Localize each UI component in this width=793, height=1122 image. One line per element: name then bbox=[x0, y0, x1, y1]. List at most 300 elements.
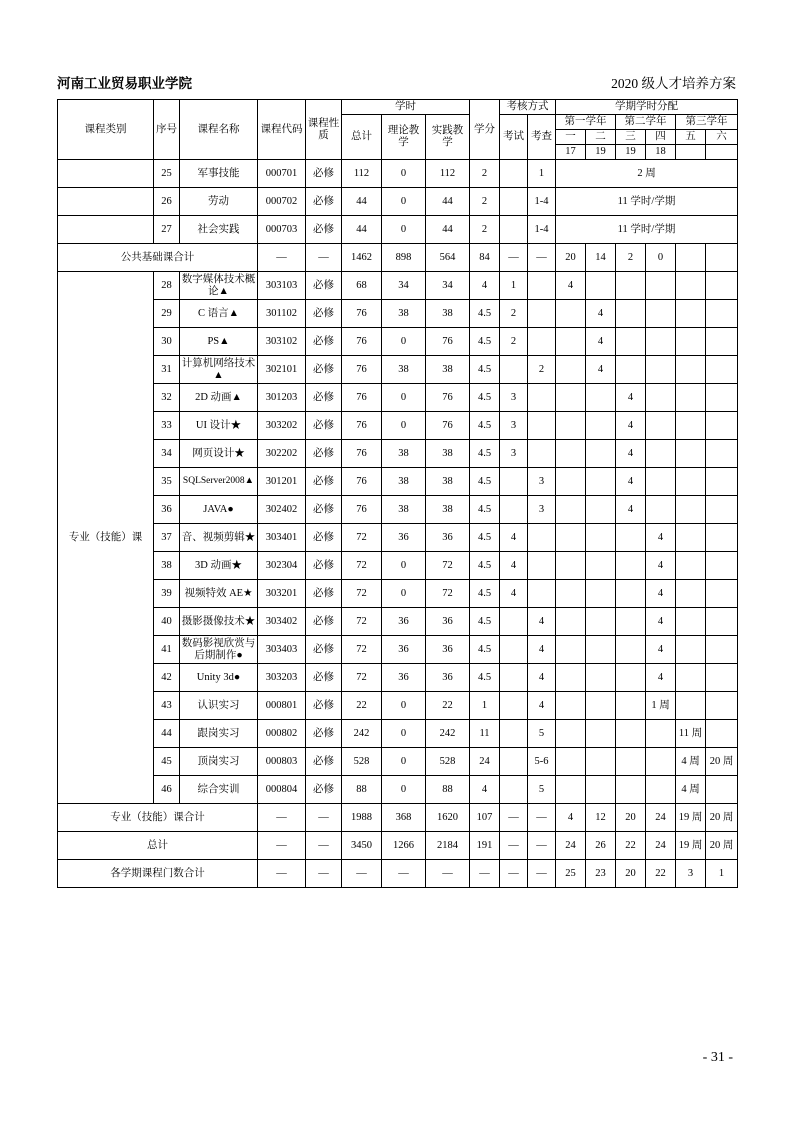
subtotal-t4: 24 bbox=[646, 804, 676, 832]
table-row bbox=[58, 580, 738, 608]
row-name: 视频特效 AE★ bbox=[180, 580, 258, 608]
th-category: 课程类别 bbox=[58, 100, 154, 160]
row-t2 bbox=[586, 272, 616, 300]
course-count-row bbox=[58, 860, 738, 888]
row-code: 303202 bbox=[258, 412, 306, 440]
row-t3 bbox=[616, 636, 646, 664]
row-credit: 4.5 bbox=[470, 636, 500, 664]
row-t5 bbox=[676, 356, 706, 384]
subtotal-nature: — bbox=[306, 244, 342, 272]
row-nature: 必修 bbox=[306, 748, 342, 776]
row-nature: 必修 bbox=[306, 636, 342, 664]
row-name: 音、视频剪辑★ bbox=[180, 524, 258, 552]
row-total: 72 bbox=[342, 664, 382, 692]
row-theory: 0 bbox=[382, 776, 426, 804]
subtotal-label: 公共基础课合计 bbox=[58, 244, 258, 272]
row-practice: 38 bbox=[426, 496, 470, 524]
row-t6 bbox=[706, 524, 738, 552]
row-t1 bbox=[556, 720, 586, 748]
row-credit: 4.5 bbox=[470, 300, 500, 328]
row-t4 bbox=[646, 440, 676, 468]
subtotal-public-row bbox=[58, 244, 738, 272]
th-weeks-2: 19 bbox=[586, 145, 616, 160]
row-credit: 4.5 bbox=[470, 524, 500, 552]
row-no: 44 bbox=[154, 720, 180, 748]
row-t4: 4 bbox=[646, 608, 676, 636]
row-t2 bbox=[586, 692, 616, 720]
row-name: 劳动 bbox=[180, 188, 258, 216]
row-t5 bbox=[676, 524, 706, 552]
row-t1 bbox=[556, 552, 586, 580]
row-total: 22 bbox=[342, 692, 382, 720]
row-t1 bbox=[556, 328, 586, 356]
row-t5 bbox=[676, 692, 706, 720]
row-practice: 72 bbox=[426, 580, 470, 608]
table-row bbox=[58, 664, 738, 692]
row-t3 bbox=[616, 664, 646, 692]
row-t3 bbox=[616, 524, 646, 552]
subtotal-credit: 107 bbox=[470, 804, 500, 832]
row-t3 bbox=[616, 608, 646, 636]
row-no: 38 bbox=[154, 552, 180, 580]
th-term-5: 五 bbox=[676, 130, 706, 145]
row-nature: 必修 bbox=[306, 776, 342, 804]
row-t6: 20 周 bbox=[706, 748, 738, 776]
row-t3 bbox=[616, 552, 646, 580]
row-t5: 4 周 bbox=[676, 748, 706, 776]
th-year1: 第一学年 bbox=[556, 115, 616, 130]
row-t1 bbox=[556, 580, 586, 608]
row-exam bbox=[500, 720, 528, 748]
subtotal-t4: 0 bbox=[646, 244, 676, 272]
row-theory: 38 bbox=[382, 356, 426, 384]
row-no: 34 bbox=[154, 440, 180, 468]
th-practice: 实践教学 bbox=[426, 115, 470, 160]
row-practice: 76 bbox=[426, 328, 470, 356]
row-exam bbox=[500, 608, 528, 636]
row-t3 bbox=[616, 776, 646, 804]
row-check: 1-4 bbox=[528, 188, 556, 216]
row-no: 37 bbox=[154, 524, 180, 552]
row-t4 bbox=[646, 748, 676, 776]
course-count-credit: — bbox=[470, 860, 500, 888]
row-t6 bbox=[706, 496, 738, 524]
table-row bbox=[58, 188, 738, 216]
th-total: 总计 bbox=[342, 115, 382, 160]
row-no: 46 bbox=[154, 776, 180, 804]
row-t3: 4 bbox=[616, 412, 646, 440]
row-credit: 4.5 bbox=[470, 580, 500, 608]
row-exam: 4 bbox=[500, 580, 528, 608]
row-t1 bbox=[556, 356, 586, 384]
row-code: 000801 bbox=[258, 692, 306, 720]
row-name: SQLServer2008▲ bbox=[180, 468, 258, 496]
th-term-1: 一 bbox=[556, 130, 586, 145]
row-practice: 38 bbox=[426, 468, 470, 496]
row-t3 bbox=[616, 356, 646, 384]
row-theory: 38 bbox=[382, 496, 426, 524]
row-total: 72 bbox=[342, 636, 382, 664]
row-nature: 必修 bbox=[306, 580, 342, 608]
header-right-title: 2020 级人才培养方案 bbox=[611, 76, 736, 91]
table-row bbox=[58, 608, 738, 636]
table-row bbox=[58, 468, 738, 496]
subtotal-t6: 20 周 bbox=[706, 804, 738, 832]
row-t1 bbox=[556, 300, 586, 328]
row-no: 32 bbox=[154, 384, 180, 412]
row-exam bbox=[500, 188, 528, 216]
row-exam: 4 bbox=[500, 552, 528, 580]
row-no: 31 bbox=[154, 356, 180, 384]
row-theory: 36 bbox=[382, 608, 426, 636]
row-t1 bbox=[556, 692, 586, 720]
row-t5 bbox=[676, 664, 706, 692]
row-t6 bbox=[706, 776, 738, 804]
row-total: 76 bbox=[342, 468, 382, 496]
row-no: 43 bbox=[154, 692, 180, 720]
row-t4: 4 bbox=[646, 580, 676, 608]
row-credit: 4 bbox=[470, 272, 500, 300]
row-t2 bbox=[586, 664, 616, 692]
row-t2 bbox=[586, 776, 616, 804]
row-t3 bbox=[616, 300, 646, 328]
row-t3 bbox=[616, 720, 646, 748]
subtotal-t3: 20 bbox=[616, 804, 646, 832]
row-practice: 528 bbox=[426, 748, 470, 776]
row-t1 bbox=[556, 468, 586, 496]
row-check: 5 bbox=[528, 776, 556, 804]
grand-total-nature: — bbox=[306, 832, 342, 860]
row-t1 bbox=[556, 664, 586, 692]
row-category bbox=[58, 160, 154, 188]
table-row bbox=[58, 160, 738, 188]
row-term-note: 11 学时/学期 bbox=[556, 188, 738, 216]
row-t2 bbox=[586, 496, 616, 524]
row-code: 301102 bbox=[258, 300, 306, 328]
row-no: 35 bbox=[154, 468, 180, 496]
row-category-major: 专业（技能）课 bbox=[58, 272, 154, 804]
row-total: 76 bbox=[342, 328, 382, 356]
course-count-label: 各学期课程门数合计 bbox=[58, 860, 258, 888]
row-check: 4 bbox=[528, 664, 556, 692]
row-practice: 44 bbox=[426, 188, 470, 216]
row-name: 社会实践 bbox=[180, 216, 258, 244]
course-count-nature: — bbox=[306, 860, 342, 888]
row-total: 76 bbox=[342, 412, 382, 440]
table-row bbox=[58, 384, 738, 412]
row-t4: 4 bbox=[646, 524, 676, 552]
row-t2: 4 bbox=[586, 356, 616, 384]
row-check: 1-4 bbox=[528, 216, 556, 244]
row-t6 bbox=[706, 300, 738, 328]
row-name: 跟岗实习 bbox=[180, 720, 258, 748]
row-theory: 0 bbox=[382, 692, 426, 720]
row-credit: 2 bbox=[470, 160, 500, 188]
row-no: 42 bbox=[154, 664, 180, 692]
row-t2 bbox=[586, 468, 616, 496]
row-t3: 4 bbox=[616, 384, 646, 412]
row-credit: 4.5 bbox=[470, 440, 500, 468]
table-row bbox=[58, 216, 738, 244]
row-term-note: 2 周 bbox=[556, 160, 738, 188]
row-name: 摄影摄像技术★ bbox=[180, 608, 258, 636]
row-nature: 必修 bbox=[306, 160, 342, 188]
row-practice: 38 bbox=[426, 356, 470, 384]
grand-total-t4: 24 bbox=[646, 832, 676, 860]
row-t2 bbox=[586, 524, 616, 552]
row-name: 网页设计★ bbox=[180, 440, 258, 468]
row-nature: 必修 bbox=[306, 720, 342, 748]
row-total: 112 bbox=[342, 160, 382, 188]
row-check bbox=[528, 580, 556, 608]
row-nature: 必修 bbox=[306, 216, 342, 244]
row-practice: 242 bbox=[426, 720, 470, 748]
row-t1 bbox=[556, 636, 586, 664]
row-t3 bbox=[616, 580, 646, 608]
row-credit: 1 bbox=[470, 692, 500, 720]
row-t1 bbox=[556, 776, 586, 804]
subtotal-practice: 1620 bbox=[426, 804, 470, 832]
row-theory: 36 bbox=[382, 636, 426, 664]
row-credit: 4 bbox=[470, 776, 500, 804]
subtotal-t5 bbox=[676, 244, 706, 272]
row-credit: 4.5 bbox=[470, 328, 500, 356]
row-check: 4 bbox=[528, 636, 556, 664]
row-theory: 36 bbox=[382, 664, 426, 692]
row-credit: 4.5 bbox=[470, 412, 500, 440]
row-theory: 0 bbox=[382, 188, 426, 216]
row-nature: 必修 bbox=[306, 300, 342, 328]
grand-total-theory: 1266 bbox=[382, 832, 426, 860]
th-year3: 第三学年 bbox=[676, 115, 738, 130]
row-theory: 0 bbox=[382, 412, 426, 440]
row-total: 44 bbox=[342, 216, 382, 244]
subtotal-exam: — bbox=[500, 804, 528, 832]
row-theory: 0 bbox=[382, 552, 426, 580]
grand-total-credit: 191 bbox=[470, 832, 500, 860]
table-row bbox=[58, 356, 738, 384]
row-t2 bbox=[586, 552, 616, 580]
row-credit: 4.5 bbox=[470, 384, 500, 412]
th-exam-group: 考核方式 bbox=[500, 100, 556, 115]
row-nature: 必修 bbox=[306, 692, 342, 720]
row-check: 5-6 bbox=[528, 748, 556, 776]
row-nature: 必修 bbox=[306, 608, 342, 636]
row-check bbox=[528, 384, 556, 412]
th-term-6: 六 bbox=[706, 130, 738, 145]
course-count-theory: — bbox=[382, 860, 426, 888]
row-t6 bbox=[706, 272, 738, 300]
row-theory: 0 bbox=[382, 216, 426, 244]
grand-total-exam: — bbox=[500, 832, 528, 860]
row-exam bbox=[500, 356, 528, 384]
row-code: 302202 bbox=[258, 440, 306, 468]
row-theory: 0 bbox=[382, 580, 426, 608]
row-t1: 4 bbox=[556, 272, 586, 300]
row-practice: 34 bbox=[426, 272, 470, 300]
row-t5 bbox=[676, 552, 706, 580]
subtotal-t3: 2 bbox=[616, 244, 646, 272]
row-practice: 36 bbox=[426, 524, 470, 552]
row-name: 计算机网络技术▲ bbox=[180, 356, 258, 384]
row-no: 45 bbox=[154, 748, 180, 776]
row-practice: 36 bbox=[426, 608, 470, 636]
row-t6 bbox=[706, 468, 738, 496]
row-exam bbox=[500, 664, 528, 692]
row-t5 bbox=[676, 468, 706, 496]
row-check: 4 bbox=[528, 692, 556, 720]
row-exam bbox=[500, 748, 528, 776]
row-practice: 38 bbox=[426, 300, 470, 328]
row-t5 bbox=[676, 272, 706, 300]
row-t5 bbox=[676, 580, 706, 608]
row-credit: 4.5 bbox=[470, 608, 500, 636]
row-total: 76 bbox=[342, 496, 382, 524]
row-t4: 4 bbox=[646, 552, 676, 580]
row-t2 bbox=[586, 412, 616, 440]
th-no: 序号 bbox=[154, 100, 180, 160]
row-t4: 4 bbox=[646, 664, 676, 692]
row-name: 综合实训 bbox=[180, 776, 258, 804]
row-theory: 0 bbox=[382, 328, 426, 356]
th-term-group: 学期学时分配 bbox=[556, 100, 738, 115]
grand-total-check: — bbox=[528, 832, 556, 860]
row-t3: 4 bbox=[616, 440, 646, 468]
subtotal-credit: 84 bbox=[470, 244, 500, 272]
grand-total-label: 总计 bbox=[58, 832, 258, 860]
row-name: UI 设计★ bbox=[180, 412, 258, 440]
row-practice: 76 bbox=[426, 412, 470, 440]
table-row bbox=[58, 720, 738, 748]
row-t3: 4 bbox=[616, 468, 646, 496]
row-theory: 0 bbox=[382, 384, 426, 412]
row-no: 41 bbox=[154, 636, 180, 664]
row-t6 bbox=[706, 664, 738, 692]
subtotal-code: — bbox=[258, 244, 306, 272]
table-row bbox=[58, 440, 738, 468]
course-count-check: — bbox=[528, 860, 556, 888]
grand-total-t6: 20 周 bbox=[706, 832, 738, 860]
row-check bbox=[528, 300, 556, 328]
row-exam: 2 bbox=[500, 328, 528, 356]
row-theory: 0 bbox=[382, 160, 426, 188]
row-theory: 38 bbox=[382, 468, 426, 496]
row-t3 bbox=[616, 692, 646, 720]
header-left-title: 河南工业贸易职业学院 bbox=[57, 76, 192, 91]
subtotal-code: — bbox=[258, 804, 306, 832]
th-weeks-1: 17 bbox=[556, 145, 586, 160]
row-category bbox=[58, 188, 154, 216]
row-t6 bbox=[706, 440, 738, 468]
row-credit: 24 bbox=[470, 748, 500, 776]
row-exam bbox=[500, 692, 528, 720]
row-nature: 必修 bbox=[306, 468, 342, 496]
th-weeks-4: 18 bbox=[646, 145, 676, 160]
row-t2 bbox=[586, 440, 616, 468]
row-t2: 4 bbox=[586, 328, 616, 356]
th-code: 课程代码 bbox=[258, 100, 306, 160]
row-t4 bbox=[646, 412, 676, 440]
row-check bbox=[528, 272, 556, 300]
th-credit: 学分 bbox=[470, 100, 500, 160]
row-nature: 必修 bbox=[306, 440, 342, 468]
row-t5 bbox=[676, 384, 706, 412]
row-t6 bbox=[706, 580, 738, 608]
row-practice: 22 bbox=[426, 692, 470, 720]
row-t6 bbox=[706, 720, 738, 748]
subtotal-theory: 368 bbox=[382, 804, 426, 832]
row-exam: 3 bbox=[500, 412, 528, 440]
row-t4 bbox=[646, 720, 676, 748]
grand-total-practice: 2184 bbox=[426, 832, 470, 860]
row-credit: 2 bbox=[470, 188, 500, 216]
row-code: 301201 bbox=[258, 468, 306, 496]
th-term-2: 二 bbox=[586, 130, 616, 145]
grand-total-t2: 26 bbox=[586, 832, 616, 860]
subtotal-t2: 12 bbox=[586, 804, 616, 832]
row-name: 3D 动画★ bbox=[180, 552, 258, 580]
row-total: 242 bbox=[342, 720, 382, 748]
row-practice: 36 bbox=[426, 664, 470, 692]
row-credit: 4.5 bbox=[470, 552, 500, 580]
subtotal-t2: 14 bbox=[586, 244, 616, 272]
row-nature: 必修 bbox=[306, 272, 342, 300]
row-t2 bbox=[586, 748, 616, 776]
row-t5: 11 周 bbox=[676, 720, 706, 748]
course-count-exam: — bbox=[500, 860, 528, 888]
subtotal-theory: 898 bbox=[382, 244, 426, 272]
row-t4: 4 bbox=[646, 636, 676, 664]
row-t2 bbox=[586, 636, 616, 664]
row-code: 301203 bbox=[258, 384, 306, 412]
th-weeks-6 bbox=[706, 145, 738, 160]
row-t2: 4 bbox=[586, 300, 616, 328]
row-credit: 11 bbox=[470, 720, 500, 748]
row-credit: 4.5 bbox=[470, 664, 500, 692]
subtotal-t1: 4 bbox=[556, 804, 586, 832]
table-row bbox=[58, 496, 738, 524]
row-theory: 0 bbox=[382, 748, 426, 776]
th-year2: 第二学年 bbox=[616, 115, 676, 130]
th-check: 考查 bbox=[528, 115, 556, 160]
th-term-4: 四 bbox=[646, 130, 676, 145]
row-t1 bbox=[556, 524, 586, 552]
row-total: 76 bbox=[342, 300, 382, 328]
row-t4: 1 周 bbox=[646, 692, 676, 720]
course-count-t3: 20 bbox=[616, 860, 646, 888]
row-t6 bbox=[706, 692, 738, 720]
table-row bbox=[58, 412, 738, 440]
row-t1 bbox=[556, 748, 586, 776]
row-no: 30 bbox=[154, 328, 180, 356]
row-name: 认识实习 bbox=[180, 692, 258, 720]
row-t5: 4 周 bbox=[676, 776, 706, 804]
row-t6 bbox=[706, 412, 738, 440]
row-exam bbox=[500, 468, 528, 496]
table-body bbox=[58, 160, 738, 888]
row-code: 303401 bbox=[258, 524, 306, 552]
row-t6 bbox=[706, 608, 738, 636]
row-t4 bbox=[646, 356, 676, 384]
row-check: 1 bbox=[528, 160, 556, 188]
subtotal-check: — bbox=[528, 244, 556, 272]
row-t6 bbox=[706, 384, 738, 412]
table-row bbox=[58, 748, 738, 776]
grand-total-t3: 22 bbox=[616, 832, 646, 860]
row-name: Unity 3d● bbox=[180, 664, 258, 692]
row-total: 72 bbox=[342, 552, 382, 580]
row-t5 bbox=[676, 328, 706, 356]
